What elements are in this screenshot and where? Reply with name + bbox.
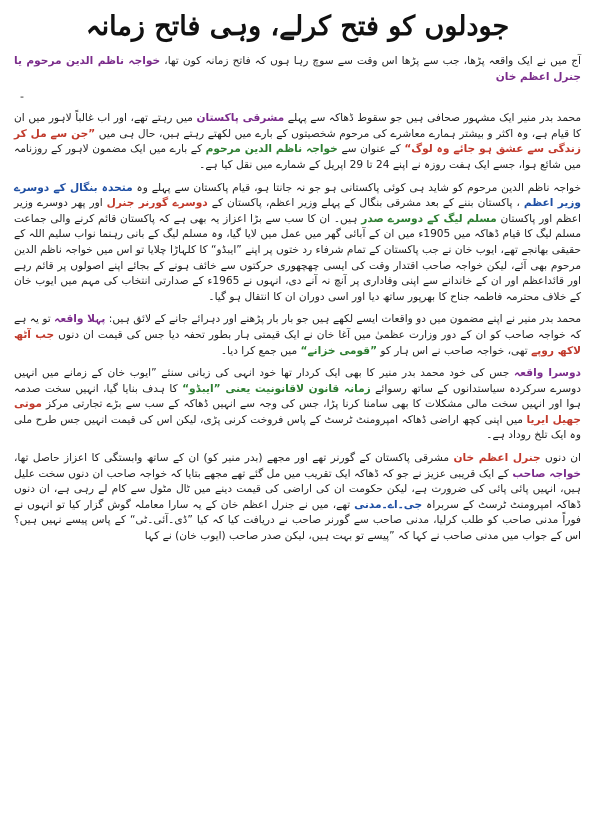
highlight-text: زمانہ قانون لاقانونیت یعنی ”ایبڈو“ [182, 382, 371, 395]
paragraph-text: میں جمع کرا دیا۔ [220, 344, 298, 357]
paragraph-text: ہیں۔ ان کا سب سے بڑا اعزاز یہ بھی ہے کہ پاکستان قائم کرنے والی جماعت مسلم لیگ کا قیام ڈھاکہ میں 1905ء میں ان کے آبائی گھر میں عمل میں لایا گیا، وہ مسلم لیگ کے بانی رہنما نواب سلیم اللہ کے حقیقی بھانجے تھے، ایوب خان نے جب پاکستان کے تمام شرفاء رد ختوں پر اپنے ”ایبڈو“ کا کلہاڑا چلایا تو اس میں خواجہ ناظم الدین مرحوم بھی آئے، لیکن خواجہ صاحب اقتدار وقت کی ایسی چھچھوری حرکتوں سے خائف ہونے کے بجائے اپنے اصولوں پر قائم رہے اور قائداعظم اور ان کے خاندانے سے اپنی وفاداری پر آنچ نہ آنے دی، انہوں نے 1965ء کے صدارتی انتخاب کی مہم میں ایوب خان کے خلاف محترمہ فاطمہ جناح کا بھرپور ساتھ دیا اور اسی دوران ان کا انتقال ہو گیا۔ [14, 212, 582, 303]
paragraph-4 [14, 366, 581, 444]
paragraph-text: کے ایک قریبی عزیز نے جو کہ ڈھاکہ ایک تقریب میں مل گئے تھے مجھے بتایا کہ خواجہ صاحب ان دنوں سخت علیل ہیں، انہیں پائی پائی کی ضرورت ہے، لیکن حکومت ان کی اراضی کی قیمت دینے میں ٹال مٹول سے کام لے رہی ہے، ان دنوں ڈھاکہ امپرومنٹ ٹرسٹ کے سربراہ [14, 467, 581, 511]
highlight-text: متحدہ بنگال کے دوسرے وزیر اعظم [14, 181, 581, 210]
paragraph-1 [14, 111, 581, 173]
paragraph-text: ، پاکستان بننے کے بعد مشرقی بنگال کے پہلے وزیر اعظم، پاکستان کے [211, 197, 520, 210]
highlight-text: جنرل اعظم خان [453, 452, 541, 465]
highlight-text: مشرقی پاکستان [196, 112, 285, 125]
paragraph-text: میں اپنی کچھ اراضی ڈھاکہ امپرومنٹ ٹرسٹ کے پاس فروخت کرنی پڑی، لیکن اس کی قیمت انہیں جس طرح ملی وہ ایک تلخ روداد ہے۔ [14, 413, 581, 442]
paragraph-text: جس کی خود محمد بدر منیر کا بھی ایک کردار تھا خود انہی کی زبانی سنئے ”ایوب خان کے زمانے میں انہیں دوسرے سرکردہ سیاستدانوں کے ساتھ رسوائے [14, 367, 582, 395]
highlight-text: دوسرے گورنر جنرل [106, 197, 208, 210]
article-title: جودلوں کو فتح کرلے، وہی فاتح زمانہ [85, 11, 510, 42]
paragraph-text: خواجہ ناظم الدین مرحوم کو شاید ہی کوئی پاکستانی ہو جو نہ جانتا ہو، قیام پاکستان سے پہلے وہ [136, 181, 581, 194]
highlight-text: پہلا واقعہ [54, 313, 106, 326]
intro-paragraph [14, 54, 581, 85]
highlight-text: مسلم لیگ کے دوسرے صدر [361, 212, 497, 225]
paragraph-2 [14, 181, 581, 306]
paragraph-text: تھے، میں نے جنرل اعظم خان کے یہ سارا معاملہ گوش گزار کیا تو انہوں نے فوراً مدنی صاحب کو طلب کرلیا، مدنی صاحب سے گورنر صاحب نے دریافت کیا کہ کیا ”ڈی۔آئی۔ٹی“ کے پاس پیسے نہیں ہیں؟ اس کے جواب میں مدنی صاحب نے کہا کہ ”پیسے تو بہت ہیں، لیکن صدر صاحب (ایوب خان) نے کہا [14, 498, 581, 543]
paragraph-5 [14, 451, 581, 545]
article-body [14, 54, 581, 545]
paragraph-text: تھی، خواجہ صاحب نے اس ہار کو [380, 344, 528, 357]
highlight-text: دوسرا واقعہ [513, 367, 581, 380]
highlight-text: خواجہ صاحب [512, 467, 581, 480]
paragraph-3 [14, 312, 581, 359]
paragraph-text: محمد بدر منیر نے اپنے مضمون میں دو واقعات ایسے لکھے ہیں جو بار بار پڑھنے اور دہرائے جانے کے لائق ہیں: [108, 313, 581, 326]
paragraph-text: محمد بدر منیر ایک مشہور صحافی ہیں جو سقوط ڈھاکہ سے پہلے [287, 112, 582, 125]
separator-dash: - [20, 90, 24, 104]
paragraph-text: میں رہتے تھے، اور اب غالباً لاہور میں ان کا قیام ہے، وہ اکثر و بیشتر ہمارے معاشرے کی مرحوم شخصیتوں کے بارے میں لکھتے رہتے ہیں، حال ہی میں [14, 112, 581, 140]
intro-highlight: خواجہ ناظم الدین مرحوم یا جنرل اعظم خان [14, 55, 581, 83]
paragraph-text: ان دنوں [545, 452, 581, 465]
paragraph-text: کا ہدف بنایا گیا، انہیں سخت صدمہ ہوا اور انہیں سخت مالی مشکلات کا بھی سامنا کرنا پڑا، جس کی وجہ سے انہیں ڈھاکہ کے سب سے بڑے تجارتی مرکز [14, 382, 581, 411]
paragraph-text: مشرقی پاکستان کے گورنر تھے اور مجھے (بدر منیر کو) ان کے ساتھ وابستگی کا اعزاز حاصل تھا، [14, 452, 450, 465]
highlight-text: جی۔اے۔مدنی [354, 498, 423, 511]
highlight-text: خواجہ ناظم الدین مرحوم [205, 143, 338, 156]
intro-text: آج میں نے ایک واقعہ پڑھا، جب سے پڑھا اس وقت سے سوچ رہا ہوں کہ فاتح زمانہ کون تھا، [164, 55, 581, 67]
highlight-text: جب آٹھ لاکھ روپے [14, 328, 581, 357]
paragraph-text: اور پھر دوسرے وزیر اعظم اور پاکستان [14, 197, 581, 225]
highlight-text: ”جن سے مل کر زندگی سے عشق ہو جائے وہ لوگ“ [14, 127, 581, 156]
paragraph-text: تو یہ ہے کہ خواجہ صاحب کو ان کے دور وزارت عظمیٰ میں آغا خان نے ایک قیمتی ہار بطور تحفہ دیا جس کی قیمت ان دنوں [14, 313, 581, 341]
paragraph-text: کے عنوان سے [341, 143, 401, 156]
highlight-text: ”قومی خزانے“ [300, 344, 378, 357]
highlight-text: موتی جھیل ایریا [14, 398, 581, 426]
paragraph-text: کے بارے میں ایک مضمون لاہور کے روزنامہ میں شائع ہوا، جسے ایک ہفت روزہ نے اپنے 24 تا 29 اپریل کے شمارے میں نقل کیا ہے۔ [14, 143, 581, 171]
